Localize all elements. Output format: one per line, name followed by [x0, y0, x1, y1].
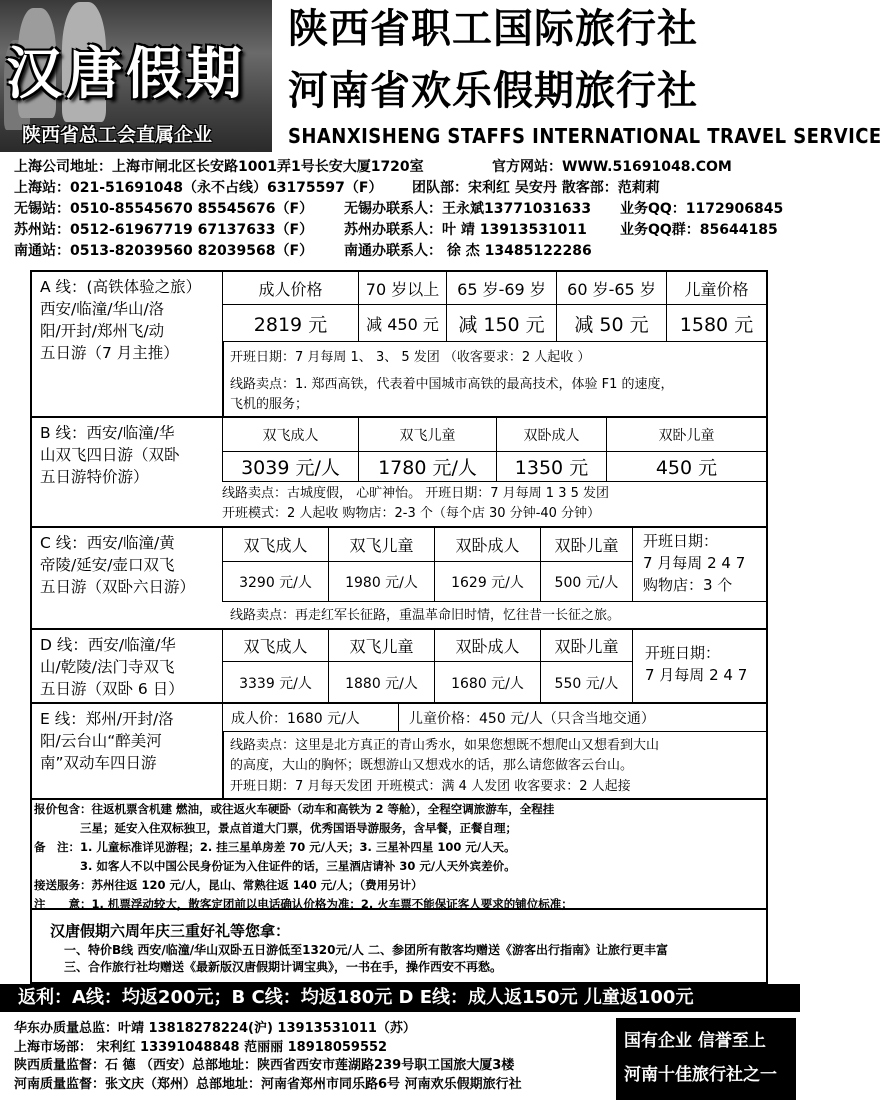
highlights-text: 线路卖点：这里是北方真正的青山秀水，如果您想既不想爬山又想看到大山 [230, 738, 660, 753]
divider [222, 342, 224, 418]
route-label: A 线：(高铁体验之旅） 西安/临潼/华山/洛 阳/开封/郑州飞/动 五日游（7 月主推） [40, 278, 202, 362]
price-header: 双飞成人 [222, 528, 328, 562]
anniversary-gifts [30, 910, 768, 984]
child-price: 儿童价格：450 元/人（只含当地交通） [398, 704, 766, 732]
wuxi-phone: 无锡站：0510-85545670 85545676（F） [14, 201, 314, 217]
highlights-text: 飞机的服务； [230, 397, 309, 412]
gift-line: 一、特价B线 西安/临潼/华山双卧五日游低至1320元/人 二、参团所有散客均赠送《游客出行指南》让旅行更丰富 [64, 943, 669, 957]
agency-name-shaanxi: 陕西省职工国际旅行社 [288, 6, 698, 52]
footer [0, 1012, 800, 1100]
price-header: 儿童价格 [666, 272, 766, 305]
highlights-text: 线路卖点：再走红军长征路，重温革命旧时情，忆往昔一长征之旅。 [230, 608, 621, 623]
price-value: 3039 元/人 [222, 452, 358, 482]
adult-price: 成人价：1680 元/人 [222, 704, 398, 732]
gift-line: 三、合作旅行社均赠送《最新版汉唐假期计调宝典》，一书在手，操作西安不再愁。 [64, 960, 503, 974]
route-label: D 线：西安/临潼/华 山/乾陵/法门寺双飞 五日游（双卧 6 日） [40, 636, 184, 698]
price-header: 70 岁以上 [358, 272, 446, 305]
price-header: 60 岁-65 岁 [556, 272, 666, 305]
price-value: 1350 元 [496, 452, 606, 482]
schedule-box: 开班日期： 7 月每周 2 4 7 购物店：3 个 [632, 528, 766, 602]
route-b [32, 418, 766, 528]
wuxi-qq: 业务QQ：1172906845 [620, 201, 784, 217]
price-header: 双飞成人 [222, 630, 328, 662]
price-header: 65 岁-69 岁 [446, 272, 556, 305]
contact-row [14, 241, 794, 262]
price-header: 双飞儿童 [328, 528, 434, 562]
brand-subtitle: 陕西省总工会直属企业 [22, 124, 213, 146]
route-e [32, 704, 766, 800]
quality-contacts [14, 1020, 522, 1094]
contact-row [14, 220, 794, 241]
reputation-badge [616, 1018, 796, 1100]
contact-info [14, 157, 794, 262]
suzhou-phone: 苏州站：0512-61967719 67137633（F） [14, 222, 314, 238]
note-line: 三星；延安入住双标独卫，景点首道大门票，优秀国语导游服务，含早餐，正餐自理； [34, 821, 517, 835]
price-value: 3290 元/人 [222, 562, 328, 602]
hero-image [0, 0, 272, 152]
wuxi-contact: 无锡办联系人：王永斌13771031633 [344, 201, 592, 217]
price-header: 成人价格 [222, 272, 358, 305]
divider [222, 732, 224, 800]
official-website-link[interactable]: 官方网站：WWW.51691048.COM [492, 159, 732, 175]
price-header: 双卧儿童 [540, 528, 632, 562]
price-value: 减 450 元 [358, 305, 446, 342]
footer-line: 陕西质量监督：石 德 （西安）总部地址：陕西省西安市莲湖路239号职工国旅大厦3楼 [14, 1058, 515, 1073]
nantong-phone: 南通站：0513-82039560 82039568（F） [14, 243, 314, 259]
note-line: 报价包含：往返机票含机建 燃油，或往返火车硬卧（动车和高铁为 2 等舱），全程空调旅游车，全程挂 [34, 802, 555, 816]
fine-print [34, 800, 768, 914]
agency-name-henan: 河南省欢乐假期旅行社 [288, 68, 698, 114]
highlights-text: 的高度，大山的胸怀；既想游山又想戏水的话，那么请您做客云台山。 [230, 758, 634, 773]
suzhou-qq-group: 业务QQ群：85644185 [620, 222, 778, 238]
rebate-banner: 返利：A线：均返200元；B C线：均返180元 D E线：成人返150元 儿童返100元 [0, 984, 800, 1012]
route-c [32, 528, 766, 630]
note-line: 接送服务：苏州往返 120 元/人，昆山、常熟往返 140 元/人；（费用另计） [34, 878, 423, 892]
price-header: 双飞儿童 [328, 630, 434, 662]
route-label: C 线：西安/临潼/黄 帝陵/延安/壶口双飞 五日游（双卧六日游） [40, 534, 196, 596]
price-header: 双卧儿童 [606, 418, 766, 452]
route-d [32, 630, 766, 704]
team-contacts: 团队部：宋利红 吴安丹 散客部：范莉莉 [412, 180, 660, 196]
shanghai-phone: 上海站：021-51691048（永不占线）63175597（F） [14, 180, 383, 196]
price-value: 1680 元/人 [434, 662, 540, 704]
footer-line: 上海市场部： 宋利红 13391048848 范丽丽 18918059552 [14, 1039, 388, 1055]
price-header: 双卧儿童 [540, 630, 632, 662]
highlights-text: 线路卖点：1. 郑西高铁，代表着中国城市高铁的最高技术，体验 F1 的速度， [230, 377, 674, 392]
price-value: 1980 元/人 [328, 562, 434, 602]
badge-line: 国有企业 信誉至上 [624, 1031, 766, 1051]
note-line: 注 意：1. 机票浮动较大，散客定团前以电话确认价格为准；2. 火车票不能保证客人要求的铺位标准； [34, 897, 573, 911]
nantong-contact: 南通办联系人： 徐 杰 13485122286 [344, 243, 592, 259]
price-value: 550 元/人 [540, 662, 632, 704]
price-value: 减 50 元 [556, 305, 666, 342]
route-label: E 线：郑州/开封/洛 阳/云台山“醉美河 南”双动车四日游 [40, 710, 174, 772]
price-header: 双飞成人 [222, 418, 358, 452]
route-label: B 线：西安/临潼/华 山双飞四日游（双卧 五日游特价游） [40, 424, 180, 486]
shanghai-address: 上海公司地址：上海市闸北区长安路1001弄1号长安大厦1720室 [14, 159, 424, 175]
suzhou-contact: 苏州办联系人：叶 靖 13913531011 [344, 222, 587, 238]
contact-row [14, 157, 794, 178]
price-value: 3339 元/人 [222, 662, 328, 704]
price-header: 双卧成人 [434, 630, 540, 662]
price-header: 双卧成人 [496, 418, 606, 452]
gifts-title: 汉唐假期六周年庆三重好礼等您拿： [50, 922, 291, 940]
price-value: 450 元 [606, 452, 766, 482]
price-header: 双飞儿童 [358, 418, 496, 452]
badge-line: 河南十佳旅行社之一 [624, 1065, 777, 1085]
note-line: 3. 如客人不以中国公民身份证为入住证件的话，三星酒店请补 30 元/人天外宾差价。 [34, 859, 516, 873]
note-line: 备 注：1. 儿童标准详见游程；2. 挂三星单房差 70 元/人天；3. 三星补四星 100 元/人天。 [34, 840, 516, 854]
schedule-box: 开班日期： 7 月每周 2 4 7 [632, 630, 766, 702]
price-value: 减 150 元 [446, 305, 556, 342]
footer-line: 河南质量监督：张文庆（郑州）总部地址：河南省郑州市同乐路6号 河南欢乐假期旅行社 [14, 1076, 522, 1092]
schedule-text: 开班模式：2 人起收 购物店：2-3 个（每个店 30 分钟-40 分钟） [222, 506, 601, 521]
brand-title: 汉唐假期 [6, 41, 246, 107]
schedule-text: 开班日期：7 月每周 1、 3、 5 发团 （收客要求：2 人起收 ） [230, 350, 591, 365]
price-value: 1629 元/人 [434, 562, 540, 602]
price-header: 双卧成人 [434, 528, 540, 562]
schedule-text: 开班日期：7 月每天发团 开班模式：满 4 人发团 收客要求：2 人起接 [230, 779, 631, 794]
footer-line: 华东办质量总监：叶靖 13818278224(沪) 13913531011（苏） [14, 1021, 416, 1036]
price-value: 1880 元/人 [328, 662, 434, 704]
contact-row [14, 178, 794, 199]
price-value: 500 元/人 [540, 562, 632, 602]
price-value: 1780 元/人 [358, 452, 496, 482]
price-value: 2819 元 [222, 305, 358, 342]
contact-row [14, 199, 794, 220]
header [0, 0, 882, 152]
route-a [32, 272, 766, 418]
price-value: 1580 元 [666, 305, 766, 342]
highlights-text: 线路卖点：古城度假， 心旷神怡。 开班日期：7 月每周 1 3 5 发团 [222, 486, 610, 501]
agency-name-english: SHANXISHENG STAFFS INTERNATIONAL TRAVEL SERVICE [288, 124, 882, 148]
